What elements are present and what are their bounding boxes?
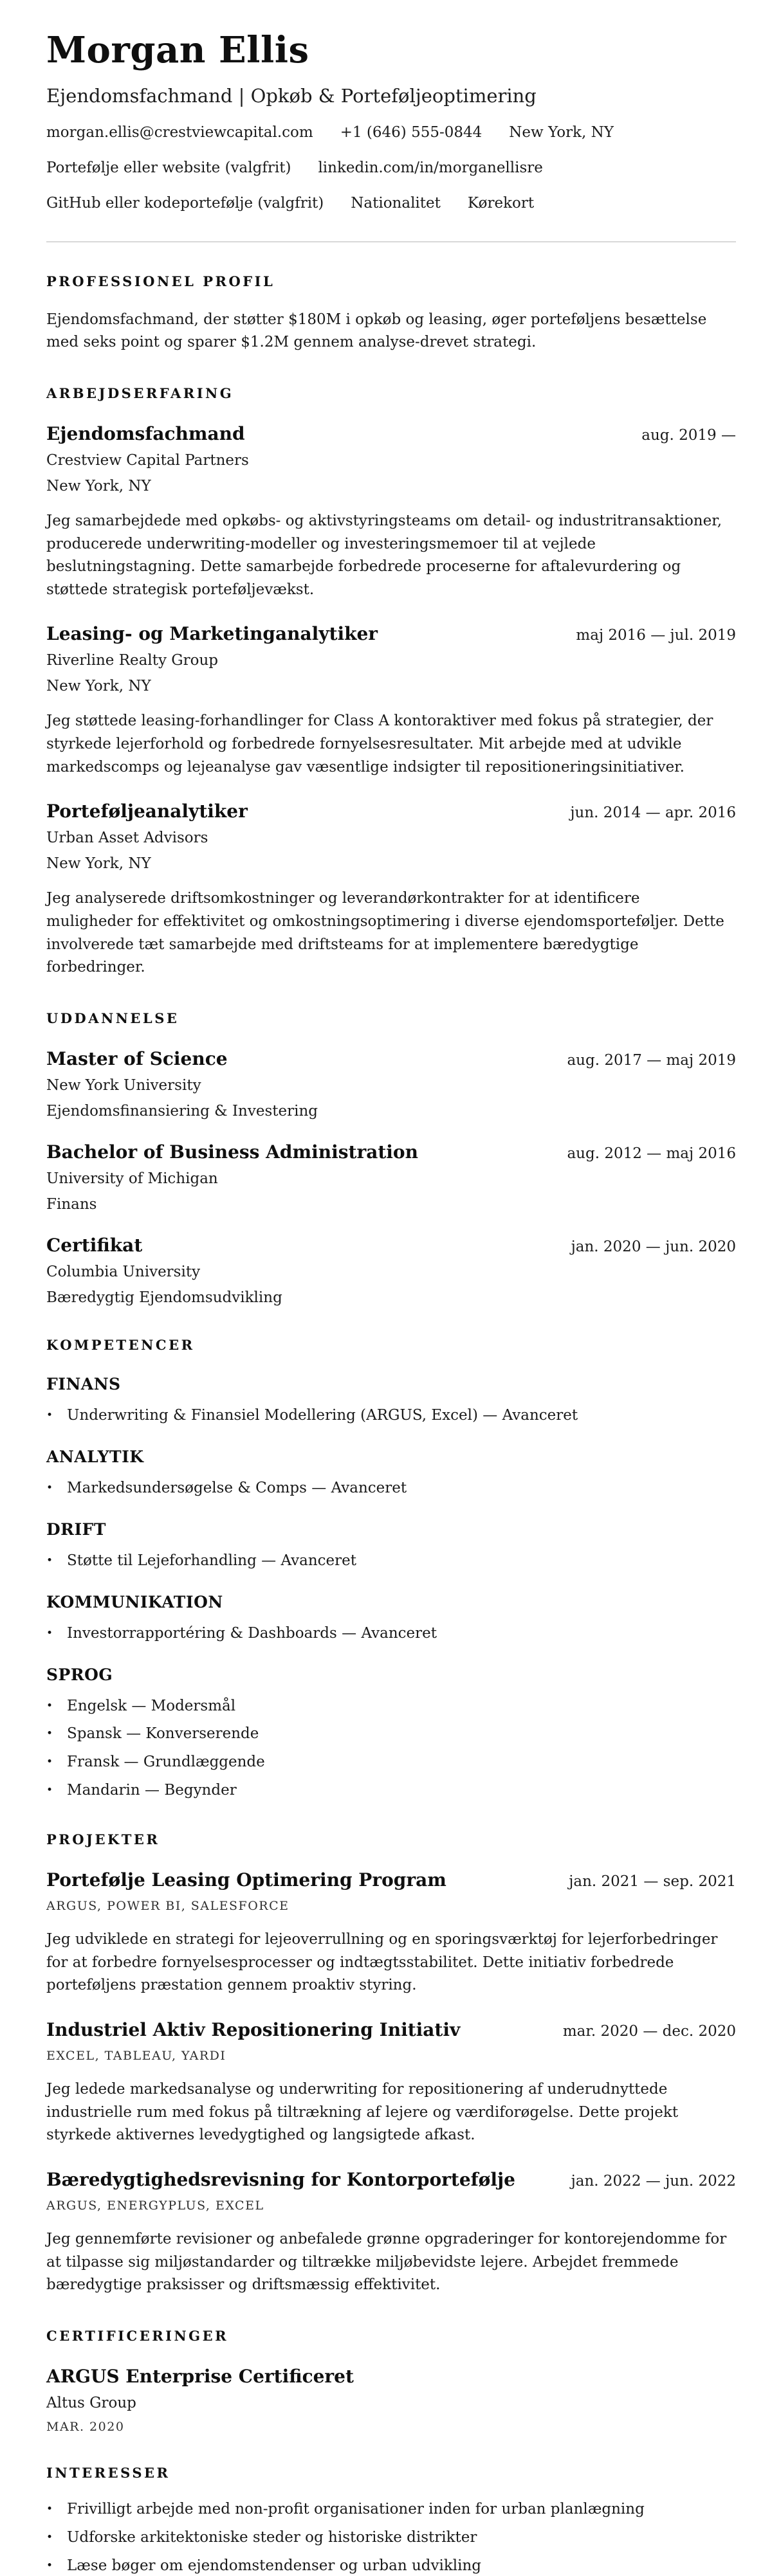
location-text: New York, NY: [509, 124, 614, 141]
language-text: Engelsk — Modersmål: [67, 1697, 236, 1714]
job-description: Jeg analyserede driftsomkostninger og leverandørkontrakter for at identificere muligheder for effektivitet og omkostningsoptimering i diverse ejendomsporteføljer. Dette involverede tæt samarbejde med driftsteams for at implementere bæredygtige forbedringer.: [46, 890, 724, 976]
job-entry: [46, 423, 736, 602]
interests-heading: INTERESSER: [46, 2464, 170, 2481]
job-dates: maj 2016 — jul. 2019: [576, 627, 736, 644]
contact-row-2: [46, 159, 736, 177]
degree-dates: jan. 2020 — jun. 2020: [571, 1238, 736, 1255]
certification-issuer: Altus Group: [46, 2394, 136, 2411]
project-description: Jeg udviklede en strategi for lejeoverrullning og en sporingsværktøj for lejerforbedringer for at forbedre fornyelsesprocesser og indtægtsstabilitet. Dette initiativ forbedrede porteføljens præstation gennem proaktiv styring.: [46, 1931, 718, 1994]
language-item: [46, 1697, 736, 1716]
bullet-icon: •: [46, 2530, 53, 2544]
website-placeholder-label: Portefølje eller website (valgfrit): [46, 159, 291, 177]
interest-text: Udforske arkitektoniske steder og historiske distrikter: [67, 2528, 477, 2546]
project-title: Bæredygtighedsrevisning for Kontorportefølje: [46, 2168, 515, 2190]
job-entry-head: [46, 801, 736, 822]
degree-title: Certifikat: [46, 1234, 143, 1256]
competencies-heading: KOMPETENCER: [46, 1336, 195, 1353]
project-tools: ARGUS, ENERGYPLUS, EXCEL: [46, 2198, 264, 2213]
project-title: Portefølje Leasing Optimering Program: [46, 1869, 446, 1891]
contact-row-3: [46, 194, 736, 213]
degree-field: Bæredygtig Ejendomsudvikling: [46, 1289, 282, 1306]
degree-field: Finans: [46, 1195, 97, 1213]
skill-group: [46, 1375, 736, 1426]
job-dates: jun. 2014 — apr. 2016: [570, 804, 736, 822]
skill-list: [46, 1552, 736, 1571]
job-entry-head: [46, 423, 736, 444]
language-item: [46, 1725, 736, 1744]
job-company: Urban Asset Advisors: [46, 830, 208, 847]
bullet-icon: •: [46, 1727, 53, 1741]
job-location: New York, NY: [46, 678, 151, 695]
interest-text: Frivilligt arbejde med non-profit organisationer inden for urban planlægning: [67, 2500, 645, 2517]
section-profile: [46, 273, 736, 354]
job-location: New York, NY: [46, 855, 151, 873]
interest-list: [46, 2500, 736, 2576]
job-title: Porteføljeanalytiker: [46, 801, 248, 822]
job-entry: [46, 623, 736, 779]
language-item: [46, 1781, 736, 1800]
education-heading: UDDANNELSE: [46, 1010, 179, 1026]
skill-group-name: DRIFT: [46, 1519, 107, 1539]
project-dates: jan. 2022 — jun. 2022: [571, 2172, 736, 2190]
degree-title: Master of Science: [46, 1048, 228, 1069]
skill-text: Investorrapportéring & Dashboards — Avanceret: [67, 1624, 437, 1642]
profile-summary: Ejendomsfachmand, der støtter $180M i opkøb og leasing, øger porteføljens besættelse med seks point og sparer $1.2M gennem analyse-drevet strategi.: [46, 311, 707, 351]
headline: Ejendomsfachmand | Opkøb & Porteføljeoptimering: [46, 85, 537, 107]
job-title: Ejendomsfachmand: [46, 422, 245, 444]
job-entry-head: [46, 623, 736, 644]
job-description: Jeg samarbejdede med opkøbs- og aktivstyringsteams om detail- og industritransaktioner, producerede underwriting-modeller og investeringsmemoer til at vejlede beslutningstagning. Dette samarbejde forbedrede proceserne for aftalevurdering og støttede strategisk porteføljevækst.: [46, 512, 722, 598]
job-description: Jeg støttede leasing-forhandlinger for Class A kontoraktiver med fokus på strategier, der styrkede lejerforhold og forbedrede fornyelsesresultater. Mit arbejde med at udvikle markedscomps og lejeanalyse gav væsentlige indsigter til repositioneringsinitiativer.: [46, 712, 713, 776]
skill-text: Markedsundersøgelse & Comps — Avanceret: [67, 1479, 407, 1496]
degree-entry-head: [46, 1141, 736, 1163]
degree-entry-head: [46, 1048, 736, 1069]
language-item: [46, 1753, 736, 1772]
profile-heading: PROFESSIONEL PROFIL: [46, 273, 275, 289]
certification-title: ARGUS Enterprise Certificeret: [46, 2365, 354, 2387]
skill-group-name: KOMMUNIKATION: [46, 1592, 223, 1611]
degree-school: Columbia University: [46, 1263, 201, 1280]
project-entry-head: [46, 2019, 736, 2040]
project-dates: mar. 2020 — dec. 2020: [562, 2023, 736, 2040]
skill-group: [46, 1520, 736, 1571]
bullet-icon: •: [46, 2502, 53, 2516]
section-competencies: [46, 1337, 736, 1800]
degree-school: University of Michigan: [46, 1170, 218, 1187]
degree-entry: [46, 1235, 736, 1306]
interest-item: [46, 2500, 736, 2519]
email-text: morgan.ellis@crestviewcapital.com: [46, 124, 313, 141]
job-company: Riverline Realty Group: [46, 652, 219, 669]
language-text: Spansk — Konverserende: [67, 1725, 259, 1743]
project-entry: [46, 1869, 736, 1997]
skill-group: [46, 1593, 736, 1644]
bullet-icon: •: [46, 1481, 53, 1494]
languages-group: [46, 1665, 736, 1801]
bullet-icon: •: [46, 2559, 53, 2572]
project-title: Industriel Aktiv Repositionering Initiativ: [46, 2019, 461, 2041]
interest-text: Læse bøger om ejendomstendenser og urban udvikling: [67, 2557, 482, 2574]
bullet-icon: •: [46, 1554, 53, 1567]
contact-row-1: [46, 123, 736, 142]
degree-field: Ejendomsfinansiering & Investering: [46, 1102, 318, 1120]
language-list: [46, 1697, 736, 1801]
skill-text: Underwriting & Finansiel Modellering (ARGUS, Excel) — Avanceret: [67, 1406, 578, 1424]
job-dates: aug. 2019 —: [641, 426, 736, 444]
project-description: Jeg gennemførte revisioner og anbefalede grønne opgraderinger for kontorejendomme for at tilpasse sig miljøstandarder og tiltrække miljøbevidste lejere. Arbejdet fremmede bæredygtige praksisser og driftsmæssig effektivitet.: [46, 2230, 727, 2294]
section-education: [46, 1010, 736, 1306]
project-dates: jan. 2021 — sep. 2021: [569, 1873, 736, 1891]
language-text: Fransk — Grundlæggende: [67, 1754, 265, 1771]
project-tools: ARGUS, POWER BI, SALESFORCE: [46, 1899, 290, 1914]
interest-item: [46, 2557, 736, 2576]
linkedin-text: linkedin.com/in/morganellisre: [318, 159, 543, 177]
nationality-label: Nationalitet: [351, 194, 441, 212]
certification-date: MAR. 2020: [46, 2419, 125, 2434]
degree-entry: [46, 1048, 736, 1120]
degree-school: New York University: [46, 1076, 201, 1094]
skill-list: [46, 1406, 736, 1426]
section-projects: [46, 1831, 736, 2297]
skill-list: [46, 1479, 736, 1498]
languages-heading: SPROG: [46, 1665, 113, 1684]
bullet-icon: •: [46, 1699, 53, 1712]
project-entry: [46, 2019, 736, 2147]
job-title: Leasing- og Marketinganalytiker: [46, 623, 378, 645]
skill-list: [46, 1624, 736, 1644]
degree-title: Bachelor of Business Administration: [46, 1141, 418, 1163]
project-tools: EXCEL, TABLEAU, YARDI: [46, 2049, 226, 2064]
github-placeholder-label: GitHub eller kodeportefølje (valgfrit): [46, 194, 324, 212]
bullet-icon: •: [46, 1626, 53, 1640]
section-experience: [46, 385, 736, 979]
experience-heading: ARBEJDSERFARING: [46, 385, 234, 401]
skill-item: [46, 1552, 736, 1571]
section-interests: [46, 2465, 736, 2576]
skill-item: [46, 1406, 736, 1426]
degree-dates: aug. 2017 — maj 2019: [567, 1051, 736, 1069]
projects-heading: PROJEKTER: [46, 1831, 160, 1848]
project-entry-head: [46, 1869, 736, 1891]
degree-dates: aug. 2012 — maj 2016: [567, 1145, 736, 1162]
degree-entry: [46, 1141, 736, 1213]
interest-item: [46, 2528, 736, 2548]
job-entry: [46, 801, 736, 979]
license-label: Kørekort: [467, 194, 535, 212]
section-certifications: [46, 2328, 736, 2434]
project-entry: [46, 2169, 736, 2297]
skill-group: [46, 1447, 736, 1498]
resume-header: [46, 30, 736, 242]
project-entry-head: [46, 2169, 736, 2190]
skill-group-name: ANALYTIK: [46, 1447, 144, 1466]
skill-text: Støtte til Lejeforhandling — Avanceret: [67, 1552, 357, 1569]
certifications-heading: CERTIFICERINGER: [46, 2327, 229, 2344]
degree-entry-head: [46, 1235, 736, 1256]
skill-item: [46, 1479, 736, 1498]
job-company: Crestview Capital Partners: [46, 451, 249, 469]
skill-item: [46, 1624, 736, 1644]
certification-entry: [46, 2366, 736, 2434]
bullet-icon: •: [46, 1784, 53, 1797]
person-name: Morgan Ellis: [46, 29, 309, 71]
bullet-icon: •: [46, 1755, 53, 1769]
language-text: Mandarin — Begynder: [67, 1782, 237, 1799]
bullet-icon: •: [46, 1408, 53, 1422]
project-description: Jeg ledede markedsanalyse og underwriting for repositionering af underudnyttede industrielle rum med fokus på tiltrækning af lejere og værdiforøgelse. Dette projekt styrkede aktivernes levedygtighed og langsigtede afkast.: [46, 2081, 679, 2144]
phone-text: +1 (646) 555-0844: [340, 124, 482, 141]
job-location: New York, NY: [46, 477, 151, 494]
header-divider: [46, 241, 736, 242]
skill-group-name: FINANS: [46, 1374, 121, 1393]
